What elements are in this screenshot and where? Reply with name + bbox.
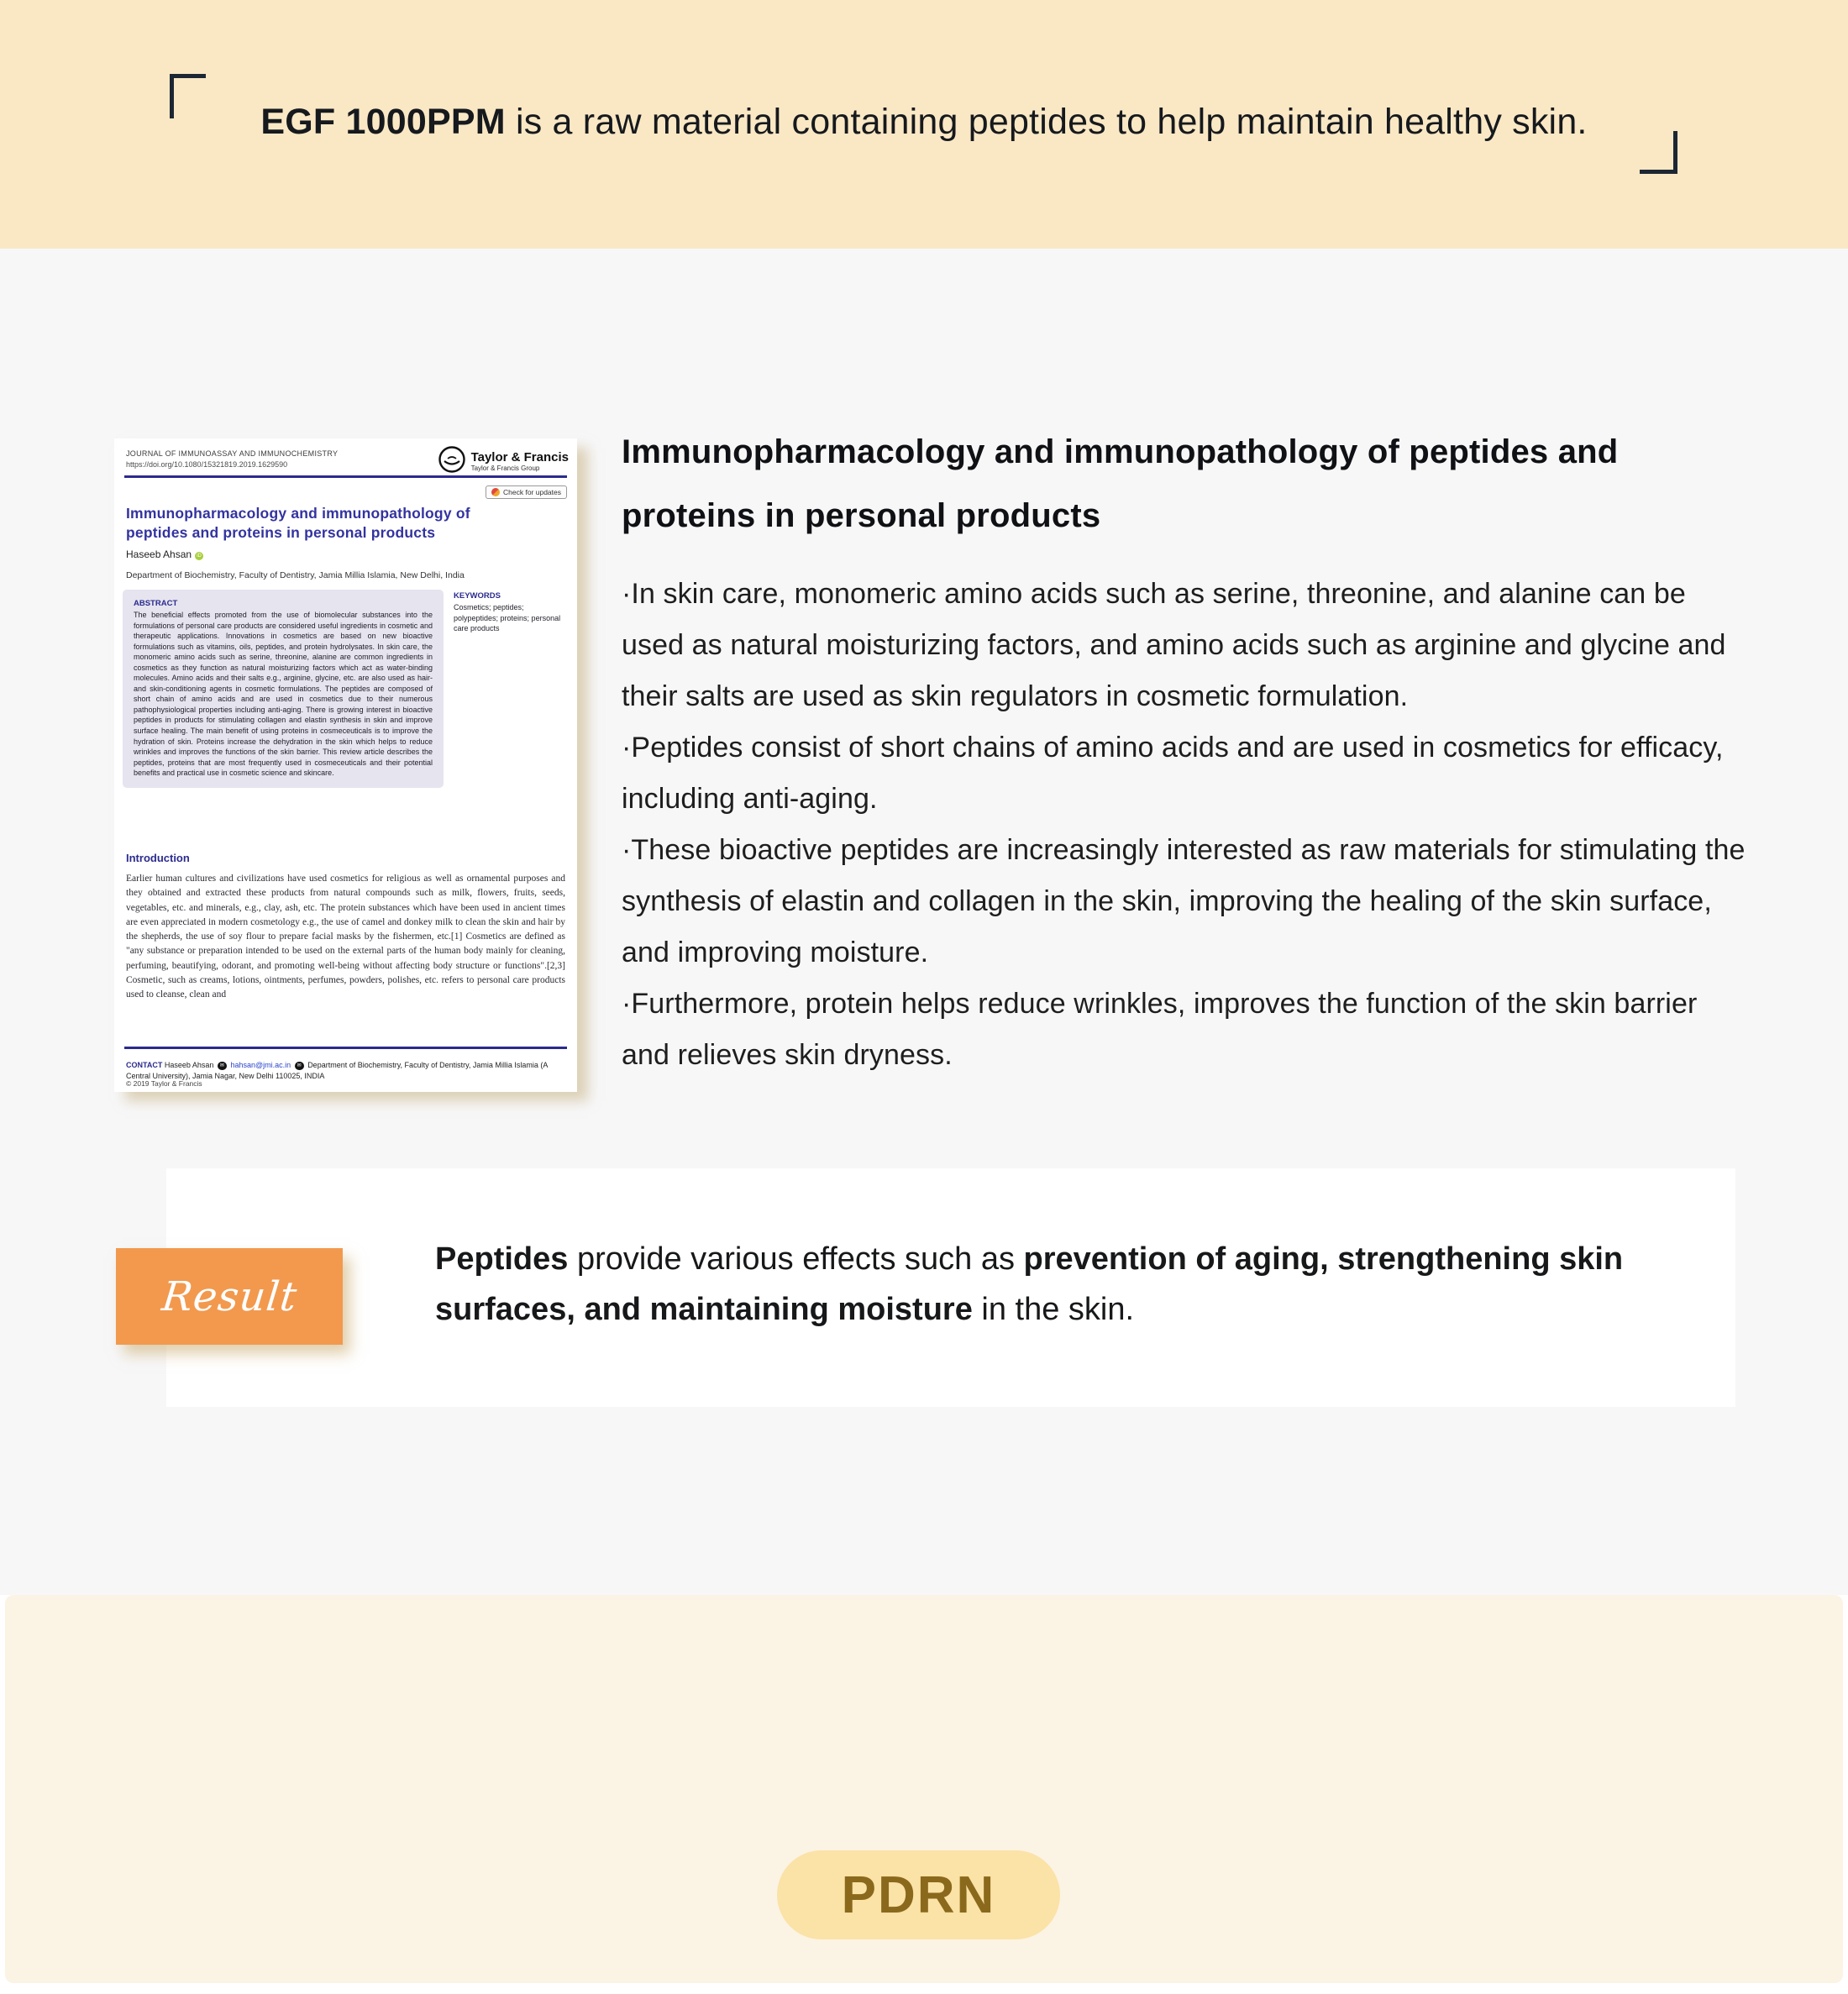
publisher-name: Taylor & Francis xyxy=(470,450,569,464)
pdrn-pill-button[interactable] xyxy=(777,1850,1060,1939)
bottom-section xyxy=(5,1595,1843,1983)
publisher-logo xyxy=(438,445,569,478)
contact-name: Haseeb Ahsan xyxy=(164,1061,214,1069)
check-for-updates-badge[interactable] xyxy=(486,485,567,499)
envelope-icon: ✉ xyxy=(295,1062,304,1070)
paper-title: Immunopharmacology and immunopathology of peptides and proteins in personal products xyxy=(126,505,470,541)
introduction-heading: Introduction xyxy=(126,852,190,864)
bullet-line: ·Furthermore, protein helps reduce wrinkles, improves the function of the skin barrier and relieves skin dryness. xyxy=(622,988,1698,1071)
bullet-line: ·In skin care, monomeric amino acids such as serine, threonine, and alanine can be used as natural moisturizing factors, and amino acids such as arginine and glycine and their salts are used as skin regulators in cosmetic formulation. xyxy=(622,578,1726,712)
result-text: Peptides provide various effects such as prevention of aging, strengthening skin surfaces, and maintaining moisture in the skin. xyxy=(435,1241,1624,1327)
contact-label: CONTACT xyxy=(126,1061,163,1069)
crossmark-icon xyxy=(491,488,500,496)
keywords-column xyxy=(454,590,561,788)
envelope-icon: ✉ xyxy=(218,1062,227,1070)
publisher-subname: Taylor & Francis Group xyxy=(470,464,540,472)
orcid-icon[interactable]: iD xyxy=(195,552,203,560)
taylor-francis-ship-icon xyxy=(438,445,466,478)
summary-bullets xyxy=(622,569,1746,1081)
result-badge xyxy=(116,1248,343,1345)
summary-title: Immunopharmacology and immunopathology of peptides and proteins in personal products xyxy=(622,433,1619,534)
paper-footer-rule xyxy=(124,1047,567,1049)
keywords-label: KEYWORDS xyxy=(454,591,501,601)
contact-email-link[interactable]: hahsan@jmi.ac.in xyxy=(230,1061,291,1069)
paper-header-rule xyxy=(124,475,567,478)
journal-name: JOURNAL OF IMMUNOASSAY AND IMMUNOCHEMISTRY xyxy=(126,449,339,458)
pdrn-label: PDRN xyxy=(841,1865,996,1924)
corner-bracket-bottom-right-icon xyxy=(1640,131,1677,174)
abstract-text: The beneficial effects promoted from the use of biomolecular substances into the formulations of personal care products are considered useful ingredients in cosmetic and therapeutic applications. Innovations in cosmetics are based on new bioactive formulations such as vitamins, oils, peptides, and protein hydrolysates. In skin care, the monomeric amino acids such as serine, threonine, alanine are common ingredients in cosmetics as they function as natural moisturizing factors which act as water-binding molecules. Amino acids and their salts e.g., arginine, glycine, etc. are also used as hair- and skin-conditioning agents in cosmetic formulations. The peptides are composed of short chain of amino acids and are used in cosmetics due to their numerous pathophysiological properties including anti-aging. There is growing interest in bioactive peptides in products for stimulating collagen and elastin synthesis in skin and improve surface healing. The main benefit of using proteins in cosmeceuticals is to improve the hydration of skin. Proteins increase the dehydration in the skin which helps to reduce wrinkles and improves the functions of the skin barrier. This review article describes the peptides, proteins that are most frequently used in cosmeceuticals and their potential benefits and practical use in cosmetic science and skincare. xyxy=(134,611,433,778)
abstract-label: ABSTRACT xyxy=(134,599,178,608)
banner-headline: EGF 1000PPM is a raw material containing peptides to help maintain healthy skin. xyxy=(260,102,1588,142)
check-for-updates-label: Check for updates xyxy=(503,488,561,496)
contact-address: Department of Biochemistry, Faculty of Dentistry, Jamia Millia Islamia (A Central University), Jamia Nagar, New Delhi 110025, INDIA xyxy=(126,1061,548,1080)
contact-line xyxy=(126,1060,565,1081)
paper-author: Haseeb Ahsan iD xyxy=(126,548,203,560)
main-section xyxy=(0,249,1848,1595)
bullet-line: ·Peptides consist of short chains of amino acids and are used in cosmetics for efficacy, including anti-aging. xyxy=(622,732,1724,815)
top-banner xyxy=(0,0,1848,249)
keywords-text: Cosmetics; peptides; polypeptides; proteins; personal care products xyxy=(454,603,561,632)
bullet-line: ·These bioactive peptides are increasingly interested as raw materials for stimulating the synthesis of elastin and collagen in the skin, improving the healing of the skin surface, and improving moisture. xyxy=(622,834,1746,968)
paper-copyright: © 2019 Taylor & Francis xyxy=(126,1079,202,1088)
abstract-panel xyxy=(123,590,444,788)
abstract-row xyxy=(123,590,569,788)
paper-doi: https://doi.org/10.1080/15321819.2019.1629590 xyxy=(126,460,288,469)
paper-affiliation: Department of Biochemistry, Faculty of Dentistry, Jamia Millia Islamia, New Delhi, India xyxy=(126,570,465,580)
introduction-text: Earlier human cultures and civilizations have used cosmetics for religious as well as ornamental purposes and they obtained and extracted these products from natural compounds such as milk, flowers, fruits, seeds, vegetables, etc. and minerals, e.g., clay, ash, etc. The protein substances which have been used in ancient times are even appreciated in modern cosmetology e.g., the use of camel and donkey milk to clean the skin and hair by the shepherds, the use of soy flour to prepare facial masks by the fishermen, etc.[1] Cosmetics are defined as "any substance or preparation intended to be used on the external parts of the human body mainly for cleaning, perfuming, beautifying, odorant, and promoting well-being without affecting body structure or functions".[2,3] Cosmetic, such as creams, lotions, ointments, perfumes, powders, polishes, etc. refers to personal care products used to cleanse, clean and xyxy=(126,874,565,1000)
result-panel xyxy=(166,1168,1735,1407)
journal-paper-thumbnail xyxy=(114,438,577,1092)
result-badge-label: Result xyxy=(159,1272,300,1320)
